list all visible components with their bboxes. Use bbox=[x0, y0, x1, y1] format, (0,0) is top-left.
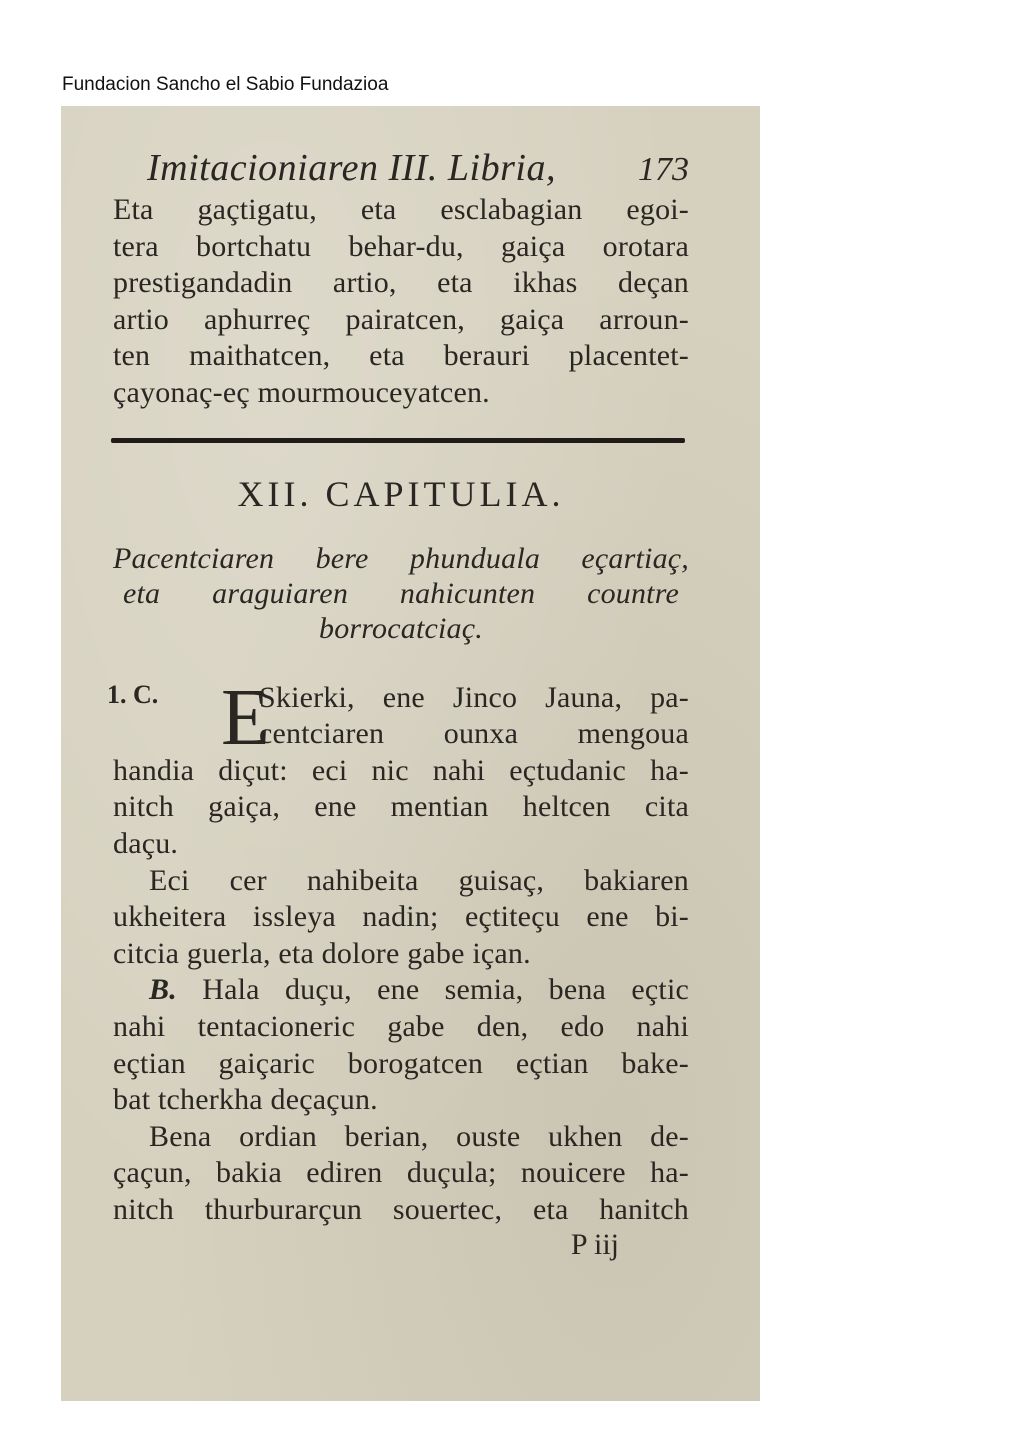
text-line: tera bortchatu behar-du, gaiça orotara bbox=[113, 229, 689, 263]
text-line bbox=[113, 972, 689, 1009]
text-line: ten maithatcen, eta berauri placentet- bbox=[113, 339, 689, 373]
paragraph bbox=[113, 1119, 689, 1229]
text-line: Eta gaçtigatu, eta esclabagian egoi- bbox=[113, 193, 689, 226]
paragraph bbox=[113, 863, 689, 973]
text-line: bat tcherkha deçaçun. bbox=[113, 1083, 378, 1117]
source-label: Fundacion Sancho el Sabio Fundazioa bbox=[62, 74, 389, 95]
text-line: nitch thurburarçun souertec, eta hanitch bbox=[113, 1192, 689, 1226]
running-head-title: Imitacioniaren III. Libria, bbox=[147, 147, 556, 189]
chapter-body bbox=[107, 673, 689, 1263]
chapter-title: XII. CAPITULIA. bbox=[237, 473, 565, 514]
summary-line: eta araguiaren nahicunten countre bbox=[123, 576, 679, 610]
chapter-summary bbox=[113, 541, 689, 646]
paragraph bbox=[113, 972, 689, 1118]
signature-mark: P iij bbox=[570, 1228, 619, 1262]
horizontal-rule bbox=[111, 438, 685, 443]
opening-lines bbox=[113, 192, 689, 412]
verse-mark: 1. C. bbox=[107, 679, 159, 709]
paragraph bbox=[113, 673, 689, 863]
text-line: Skierki, ene Jinco Jauna, pa- bbox=[259, 680, 689, 714]
scanned-page bbox=[61, 106, 760, 1401]
speaker-mark: B. bbox=[149, 973, 177, 1007]
text-line: ukheitera issleya nadin; eçtiteçu ene bi- bbox=[113, 900, 689, 934]
text-line: prestigandadin artio, eta ikhas deçan bbox=[113, 266, 689, 300]
text-line: çayonaç-eç mourmouceyatcen. bbox=[113, 375, 490, 409]
page-number: 173 bbox=[638, 151, 689, 188]
text-line: nahi tentacioneric gabe den, edo nahi bbox=[113, 1009, 689, 1043]
text-line: eçtian gaiçaric borogatcen eçtian bake- bbox=[113, 1046, 689, 1080]
drop-cap: E bbox=[221, 673, 270, 762]
page-text bbox=[107, 146, 689, 1262]
text-line: çaçun, bakia ediren duçula; nouicere ha- bbox=[113, 1156, 689, 1190]
running-head bbox=[113, 146, 689, 190]
summary-line: Pacentciaren bere phunduala eçartiaç, bbox=[113, 541, 689, 575]
text-line: artio aphurreç pairatcen, gaiça arroun- bbox=[113, 302, 689, 336]
text-line: daçu. bbox=[113, 826, 179, 860]
text-line: centciaren ounxa mengoua bbox=[259, 717, 689, 751]
text-line: Bena ordian berian, ouste ukhen de- bbox=[149, 1119, 689, 1153]
text-line: nitch gaiça, ene mentian heltcen cita bbox=[113, 790, 689, 824]
text-line: handia diçut: eci nic nahi eçtudanic ha- bbox=[113, 753, 689, 787]
text-line: Eci cer nahibeita guisaç, bakiaren bbox=[149, 863, 689, 897]
summary-line: borrocatciaç. bbox=[319, 611, 483, 645]
text-line-content: Hala duçu, ene semia, bena eçtic bbox=[202, 973, 689, 1007]
text-line: citcia guerla, eta dolore gabe içan. bbox=[113, 936, 531, 970]
